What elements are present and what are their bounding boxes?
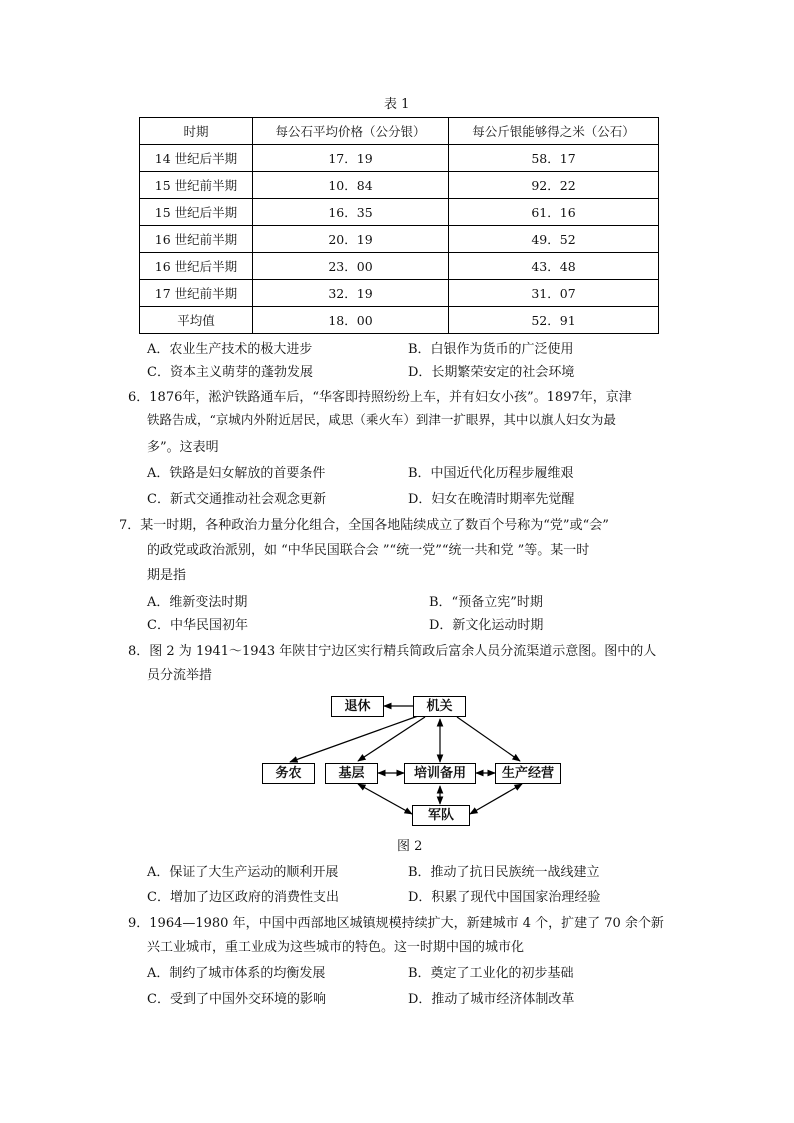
q9-option-d: D．推动了城市经济体制改革 — [408, 992, 575, 1007]
q8-option-d: D．积累了现代中国国家治理经验 — [408, 890, 601, 905]
node-organ: 机关 — [413, 696, 466, 717]
rice-cell: 49．52 — [449, 226, 659, 253]
rice-cell: 58．17 — [449, 145, 659, 172]
period-cell: 平均值 — [140, 307, 253, 334]
node-training: 培训备用 — [404, 763, 476, 784]
price-cell: 16．35 — [253, 199, 449, 226]
q7-option-d: D．新文化运动时期 — [429, 618, 544, 633]
rice-cell: 43．48 — [449, 253, 659, 280]
q9-stem-line2: 兴工业城市，重工业成为这些城市的特色。这一时期中国的城市化 — [147, 940, 525, 955]
node-production: 生产经营 — [495, 763, 561, 784]
q9-option-b: B．奠定了工业化的初步基础 — [408, 966, 574, 981]
header-cell: 每公斤银能够得之米（公石） — [449, 118, 659, 145]
q9-stem-line1: 9．1964—1980 年，中国中西部地区城镇规模持续扩大，新建城市 4 个，扩建了 70 余个新 — [128, 916, 664, 931]
q9-option-c: C．受到了中国外交环境的影响 — [147, 992, 326, 1007]
arrow-organ-to-grassroots — [358, 717, 425, 761]
q8-option-c: C．增加了边区政府的消费性支出 — [147, 890, 339, 905]
rice-cell: 92．22 — [449, 172, 659, 199]
q6-stem-line1: 6．1876年，淞沪铁路通车后，“华客即持照纷纷上车，并有妇女小孩”。1897年，京津 — [128, 390, 632, 405]
node-army: 军队 — [412, 805, 470, 826]
node-retire: 退休 — [331, 696, 384, 717]
node-grassroots: 基层 — [325, 763, 378, 784]
q7-option-b: B．“预备立宪”时期 — [429, 595, 543, 610]
q6-stem-line3: 多”。这表明 — [147, 440, 219, 455]
q7-option-a: A．维新变法时期 — [147, 595, 248, 610]
q7-stem-line3: 期是指 — [147, 568, 187, 583]
rice-cell: 31．07 — [449, 280, 659, 307]
rice-cell: 52．91 — [449, 307, 659, 334]
price-cell: 20．19 — [253, 226, 449, 253]
price-cell: 23．00 — [253, 253, 449, 280]
header-cell: 时期 — [140, 118, 253, 145]
period-cell: 16 世纪后半期 — [140, 253, 253, 280]
price-cell: 18．00 — [253, 307, 449, 334]
q8-stem-line1: 8．图 2 为 1941～1943 年陕甘宁边区实行精兵简政后富余人员分流渠道示意图。图中的人 — [128, 644, 657, 659]
q8-stem-line2: 员分流举措 — [147, 668, 213, 683]
period-cell: 15 世纪后半期 — [140, 199, 253, 226]
period-cell: 16 世纪前半期 — [140, 226, 253, 253]
q6-option-b: B．中国近代化历程步履维艰 — [408, 466, 574, 481]
q6-option-c: C．新式交通推动社会观念更新 — [147, 492, 326, 507]
q5-option-a: A．农业生产技术的极大进步 — [147, 342, 313, 357]
arrow-organ-to-production — [457, 717, 520, 761]
q7-option-c: C．中华民国初年 — [147, 618, 248, 633]
q7-stem-line2: 的政党或政治派别，如 “中华民国联合会 ”“统一党”“统一共和党 ”等。某一时 — [147, 543, 590, 558]
price-cell: 32．19 — [253, 280, 449, 307]
period-cell: 17 世纪前半期 — [140, 280, 253, 307]
q8-option-b: B．推动了抗日民族统一战线建立 — [408, 865, 600, 880]
q5-option-d: D．长期繁荣安定的社会环境 — [408, 365, 575, 380]
q6-option-d: D．妇女在晚清时期率先觉醒 — [408, 492, 575, 507]
q6-option-a: A．铁路是妇女解放的首要条件 — [147, 466, 326, 481]
price-cell: 17．19 — [253, 145, 449, 172]
price-cell: 10．84 — [253, 172, 449, 199]
q5-option-b: B．白银作为货币的广泛使用 — [408, 342, 574, 357]
node-farming: 务农 — [262, 763, 315, 784]
arrow-production-army — [470, 784, 522, 814]
header-cell: 每公石平均价格（公分银） — [253, 118, 449, 145]
arrow-grassroots-army — [358, 784, 412, 814]
table-caption: 表 1 — [384, 97, 410, 112]
figure-caption: 图 2 — [397, 839, 423, 854]
q5-option-c: C．资本主义萌芽的蓬勃发展 — [147, 365, 313, 380]
q8-option-a: A．保证了大生产运动的顺利开展 — [147, 865, 339, 880]
q9-option-a: A．制约了城市体系的均衡发展 — [147, 966, 326, 981]
arrow-organ-to-farming — [290, 716, 418, 762]
rice-cell: 61．16 — [449, 199, 659, 226]
q6-stem-line2: 铁路告成，“京城内外附近居民，咸思（乘火车）到津一扩眼界，其中以旗人妇女为最 — [147, 412, 616, 427]
period-cell: 14 世纪后半期 — [140, 145, 253, 172]
period-cell: 15 世纪前半期 — [140, 172, 253, 199]
q7-stem-line1: 7．某一时期，各种政治力量分化组合，全国各地陆续成立了数百个号称为“党”或“会” — [119, 518, 609, 533]
